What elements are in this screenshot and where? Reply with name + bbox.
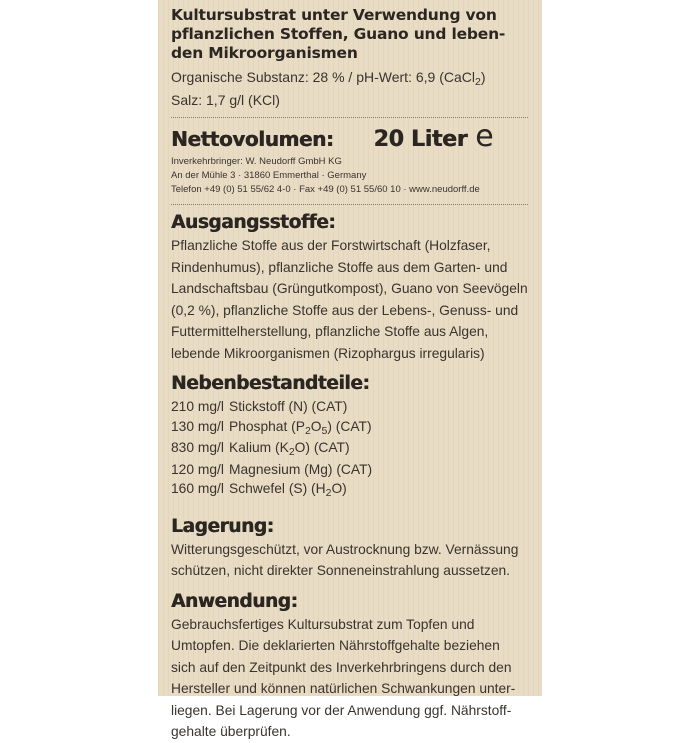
text-line: gehalte überprüfen. [171,724,291,739]
text-line: Futtermittelherstellung, pflanzliche Stoffe aus Algen, [171,324,489,339]
product-label [158,0,542,739]
lagerung-heading: Lagerung: [171,515,274,537]
nutrient-list [171,397,528,501]
text-line: schützen, nicht direkter Sonneneinstrahlung aussetzen. [171,563,511,578]
nebenbestandteile-heading: Nebenbestandteile: [171,373,370,394]
divider [171,204,528,205]
lagerung-text [171,539,528,582]
salt-line: Salz: 1,7 g/l (KCl) [171,92,280,108]
text-line: Witterungsgeschützt, vor Austrocknung bzw. Vernässung [171,541,519,557]
nutrient-row: 130 mg/l Phosphat $(P_2O_5)$ (CAT) [171,418,372,437]
nutrient-row: 160 mg/l Schwefel (S) $(H_2O)$ [171,481,347,499]
divider [171,117,528,118]
text-line: (0,2 %), pflanzliche Stoffe aus der Lebens-, Genuss- und [171,302,519,318]
anwendung-heading: Anwendung: [171,590,298,612]
nutrient-row: 210 mg/l Stickstoff (N) (CAT) [171,399,348,414]
product-description-title [171,6,528,63]
nutrient-row: 830 mg/l Kalium $(K_2O)$ (CAT) [171,440,350,458]
text-line: Hersteller und können natürlichen Schwankungen unter- [171,681,516,696]
text-line: Gebrauchsfertiges Kultursubstrat zum Topfen und [171,616,475,632]
anwendung-text [171,614,528,743]
text-line: sich auf den Zeitpunkt des Inverkehrbringens durch den [171,659,512,675]
text-line: lebende Mikroorganismen (Rizophargus irregularis) [171,345,485,361]
company-line: Inverkehrbringer: W. Neudorff GmbH KG [171,156,342,167]
nutrient-row: 120 mg/l Magnesium (Mg) (CAT) [171,461,373,477]
text-line: Landschaftsbau (Grüngutkompost), Guano von Seevögeln [171,281,528,296]
net-volume-value: 20 Liter [373,126,468,152]
company-line: An der Mühle 3 · 31860 Emmerthal · Germany [171,170,367,181]
net-volume-label: Nettovolumen: [171,127,334,151]
text-line: Umtopfen. Die deklarierten Nährstoffgehalte beziehen [171,638,500,653]
text-line: Rindenhumus), pflanzliche Stoffe aus dem Garten- und [171,259,508,275]
title-line: pflanzlichen Stoffen, Guano und leben- [171,25,506,43]
title-line: den Mikroorganismen [171,44,358,62]
company-info [171,155,528,197]
title-line: Kultursubstrat unter Verwendung von [171,6,497,24]
net-volume-row [171,119,528,154]
text-line: liegen. Bei Lagerung vor der Anwendung ggf. Nährstoff- [171,702,512,718]
text-line: Pflanzliche Stoffe aus der Forstwirtschaft (Holzfaser, [171,238,491,253]
estimated-sign-icon: e [475,119,494,154]
company-line: Telefon +49 (0) 51 55/62 4-0 · Fax +49 (0) 51 55/60 10 · www.neudorff.de [171,184,480,195]
ausgangsstoffe-text [171,235,528,364]
ausgangsstoffe-heading: Ausgangsstoffe: [171,212,336,233]
organic-substance-line: Organische Substanz: 28 % / pH-Wert: 6,9 (CaCl$_2$) [171,69,486,88]
